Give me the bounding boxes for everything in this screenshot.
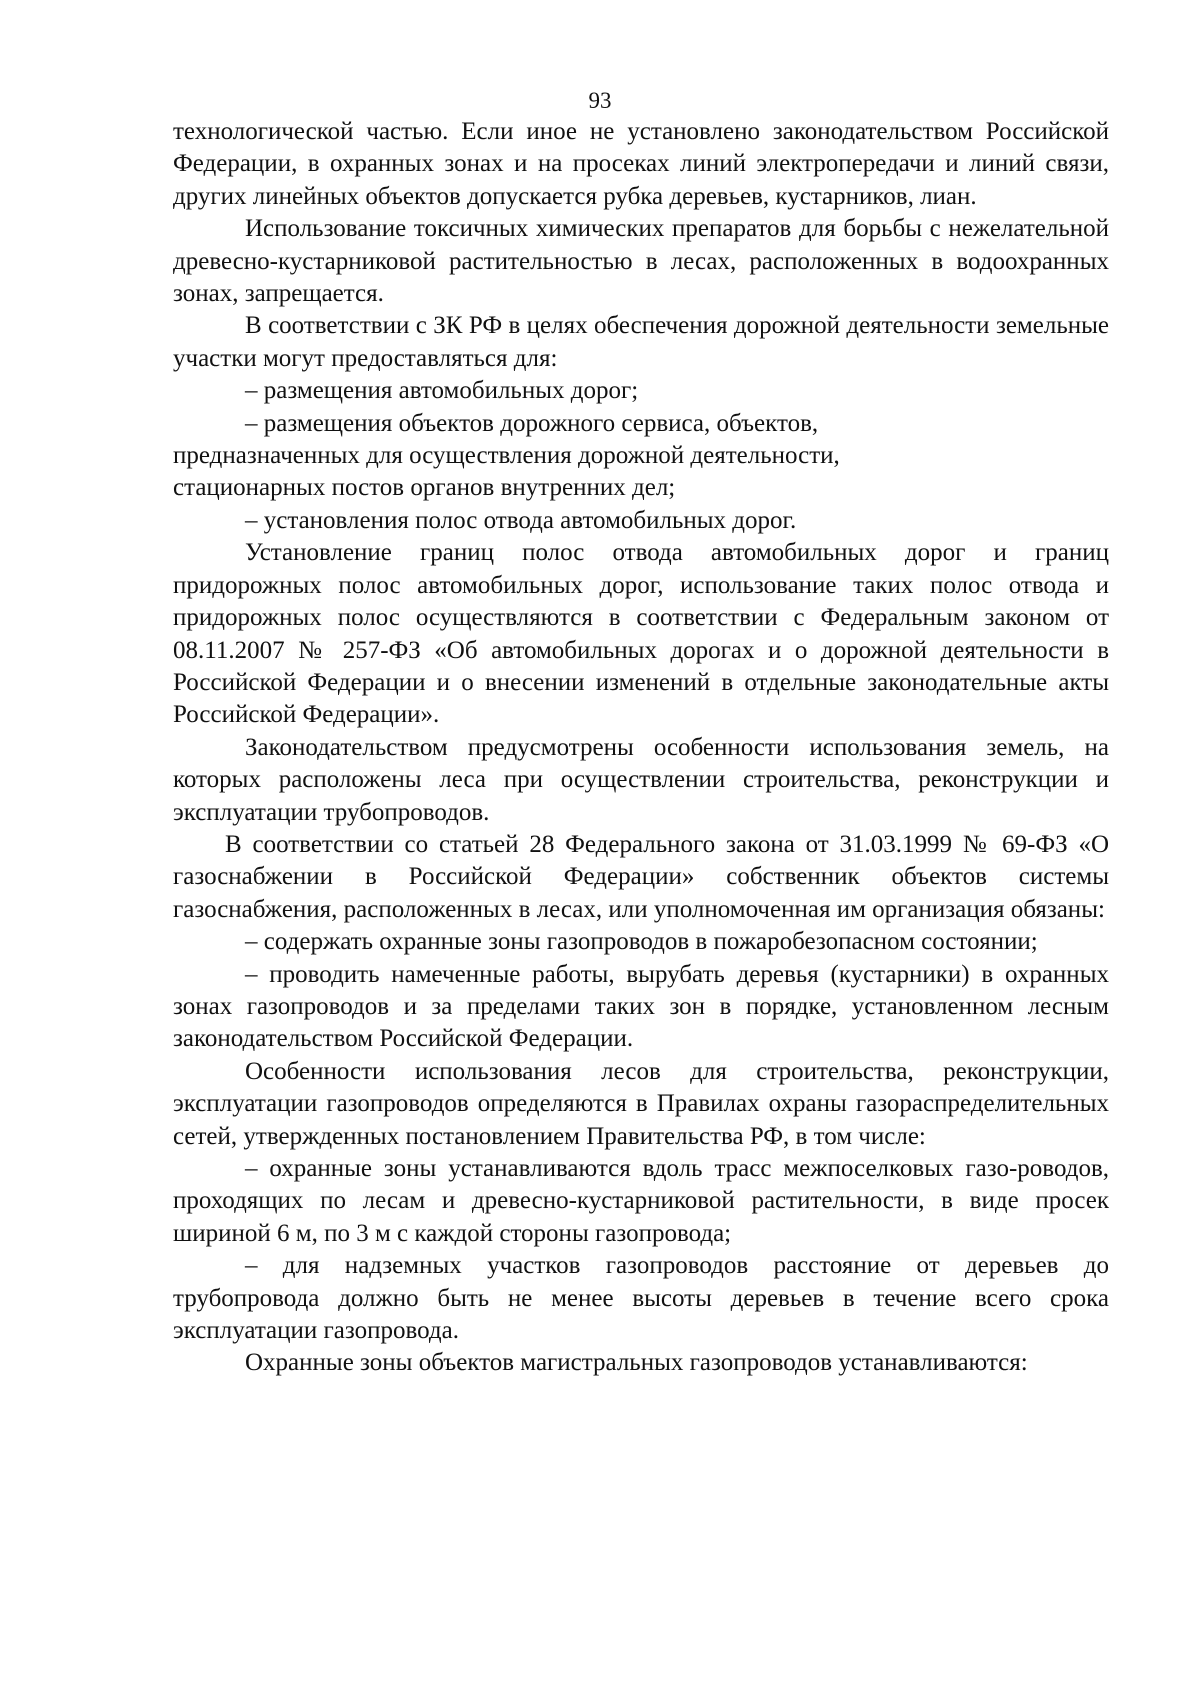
paragraph: стационарных постов органов внутренних дел; xyxy=(173,474,676,502)
list-item: – установления полос отвода автомобильных дорог. xyxy=(245,506,797,534)
paragraph: технологической частью. Если иное не установлено законодательством Российской Федерации, в охранных зонах и на просеках линий электропередачи и линий связи, других линейных объектов допускается рубка деревьев, кустарников, лиан. xyxy=(173,118,1109,210)
paragraph: В соответствии со статьей 28 Федерального закона от 31.03.1999 № 69-ФЗ «О газоснабжении в Российской Федерации» собственник объектов системы газоснабжения, расположенных в лесах, или уполномоченная им организация обязаны: xyxy=(173,830,1109,923)
list-item: – содержать охранные зоны газопроводов в пожаробезопасном состоянии; xyxy=(245,928,1038,956)
paragraph: В соответствии с ЗК РФ в целях обеспечения дорожной деятельности земельные участки могут предоставляться для: xyxy=(173,312,1109,372)
list-item: – охранные зоны устанавливаются вдоль трасс межпоселковых газо-роводов, проходящих по лесам и древесно-кустарниковой растительности, в виде просек шириной 6 м, по 3 м с каждой стороны газопровода; xyxy=(173,1155,1109,1247)
paragraph: Использование токсичных химических препаратов для борьбы с нежелательной древесно-кустарниковой растительностью в лесах, расположенных в водоохранных зонах, запрещается. xyxy=(173,215,1109,308)
list-item: – размещения автомобильных дорог; xyxy=(245,377,639,405)
list-item: – проводить намеченные работы, вырубать деревья (кустарники) в охранных зонах газопроводов и за пределами таких зон в порядке, установленном лесным законодательством Российской Федерации. xyxy=(173,960,1109,1053)
paragraph: Установление границ полос отвода автомобильных дорог и границ придорожных полос автомобильных дорог, использование таких полос отвода и придорожных полос осуществляются в соответствии с Федеральным законом от 08.11.2007 № 257-ФЗ «Об автомобильных дорогах и о дорожной деятельности в Российской Федерации и о внесении изменений в отдельные законодательные акты Российской Федерации». xyxy=(173,539,1109,729)
paragraph: предназначенных для осуществления дорожной деятельности, xyxy=(173,442,840,470)
list-item: – размещения объектов дорожного сервиса, объектов, xyxy=(245,409,819,437)
paragraph: Охранные зоны объектов магистральных газопроводов устанавливаются: xyxy=(245,1349,1028,1377)
list-item: – для надземных участков газопроводов расстояние от деревьев до трубопровода должно быть не менее высоты деревьев в течение всего срока эксплуатации газопровода. xyxy=(173,1252,1109,1345)
page-body xyxy=(173,116,1109,1380)
paragraph: Законодательством предусмотрены особенности использования земель, на которых расположены леса при осуществлении строительства, реконструкции и эксплуатации трубопроводов. xyxy=(173,733,1109,826)
page-number: 93 xyxy=(588,88,612,113)
paragraph: Особенности использования лесов для строительства, реконструкции, эксплуатации газопроводов определяются в Правилах охраны газораспределительных сетей, утвержденных постановлением Правительства РФ, в том числе: xyxy=(173,1057,1109,1150)
